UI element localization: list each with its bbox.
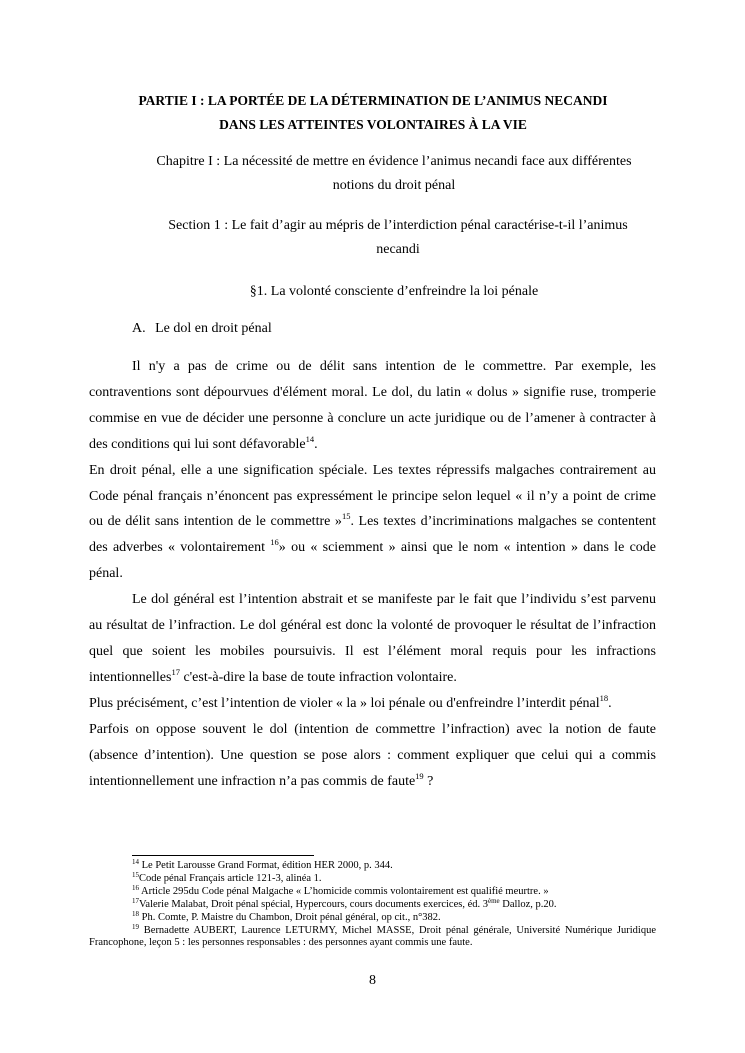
part-title [90,89,656,137]
footnote-number: 18 [132,909,139,918]
footnote-text: Dalloz, p.20. [499,898,557,910]
footnote-ref[interactable]: 18 [599,692,609,703]
body-text-span: . Les textes d’incriminations malgaches se contentent des adverbes « volontairement [89,514,656,556]
footnote-ref[interactable]: 14 [305,433,315,444]
body-text-span: » ou « sciemment » ainsi que le nom « intention » dans le code pénal. [89,540,656,582]
body-text-span: En droit pénal, elle a une signification spéciale. Les textes répressifs malgaches contrairement au Code pénal français n’énoncent pas expressément le principe selon lequel « il n’y a point de crime ou de délit sans intention de le commettre » [89,462,656,530]
footnote-text: Valerie Malabat, Droit pénal spécial, Hypercours, cours documents exercices, éd. 3 [139,898,488,910]
body-text-span: Il n'y a pas de crime ou de délit sans intention de le commettre. Par exemple, les contraventions sont dépourvues d'élément moral. Le dol, du latin « dolus » signifie ruse, tromperie commise en vue de décider une personne à conclure un acte juridique ou de l’amener à contracter à des conditions qui lui sont défavorable [89,359,656,452]
page-number: 8 [369,973,376,988]
part-title-line-2: DANS LES ATTEINTES VOLONTAIRES À LA VIE [219,117,527,132]
footnote-number: 16 [132,883,139,892]
footnote-text: Bernadette AUBERT, Laurence LETURMY, Michel MASSE, Droit pénal générale, Université Numérique Juridique Francophone, leçon 5 : les personnes responsables : des personnes ayant commis une faute. [89,924,656,949]
body-paragraph-3 [89,587,656,691]
footnote-18 [89,909,656,925]
paragraph-heading: §1. La volonté consciente d’enfreindre la loi pénale [249,284,539,299]
body-text-span: ? [423,773,434,789]
footnote-number: 15 [132,870,139,879]
footnote-ref[interactable]: 19 [415,770,424,781]
body-paragraph-2 [89,458,656,588]
footnote-19 [89,922,656,951]
body-text-span: . [314,436,318,452]
body-text-span: Plus précisément, c’est l’intention de violer « la » loi pénale ou d'enfreindre l’interdit pénal [89,695,600,711]
footnote-number: 14 [132,858,139,866]
footnote-text: Le Petit Larousse Grand Format, édition HER 2000, p. 344. [139,860,393,871]
subsection-title: Le dol en droit pénal [155,321,272,336]
section-heading-line-2: necandi [376,242,420,257]
body-text-span: c'est-à-dire la base de toute infraction volontaire. [179,669,457,685]
body-paragraph-1 [89,354,656,458]
footnote-number: 17 [132,896,139,905]
footnote-number: 19 [132,922,139,931]
footnote-16 [89,883,656,899]
footnote-ref[interactable]: 15 [341,511,351,522]
footnote-ref[interactable]: 17 [171,666,180,677]
chapter-heading [132,150,656,198]
body-text-span: Parfois on oppose souvent le dol (intention de commettre l’infraction) avec la notion de faute (absence d’intention). Une question se pose alors : comment expliquer que celui qui a commis intentionnellement une infraction n’a pas commis de faute [89,721,656,789]
footnote-superscript: ème [488,896,500,905]
subsection-letter: A. [132,321,146,336]
body-paragraph-4 [89,691,656,717]
body-text-span: . [608,695,612,711]
part-title-line-1: PARTIE I : LA PORTÉE DE LA DÉTERMINATION DE L’ANIMUS NECANDI [138,93,608,108]
section-heading [140,214,656,262]
footnote-14 [89,860,656,873]
footnote-separator [132,855,314,856]
footnote-text: Article 295du Code pénal Malgache « L’homicide commis volontairement est qualifié meurtre. » [139,885,549,897]
section-heading-line-1: Section 1 : Le fait d’agir au mépris de l’interdiction pénal caractérise-t-il l’animus [168,218,628,233]
footnotes [89,860,656,950]
body-text-span: Le dol général est l’intention abstrait et se manifeste par le fait que l’individu s’est parvenu au résultat de l’infraction. Le dol général est donc la volonté de provoquer le résultat de l’infraction quel que soient les mobiles poursuivis. Il est l’élément moral requis pour les infractions intentionnelles [89,592,656,685]
footnote-15 [89,870,656,886]
footnote-17 [89,896,656,912]
subsection-heading [132,317,272,341]
chapter-heading-line-2: notions du droit pénal [332,178,456,193]
chapter-heading-line-1: Chapitre I : La nécessité de mettre en évidence l’animus necandi face aux différentes [156,154,632,169]
body-text [89,354,656,794]
body-paragraph-5 [89,717,656,795]
footnote-text: Code pénal Français article 121-3, alinéa 1. [139,872,322,884]
footnote-ref[interactable]: 16 [270,537,279,548]
footnote-text: Ph. Comte, P. Maistre du Chambon, Droit pénal général, op cit., n°382. [139,911,441,923]
